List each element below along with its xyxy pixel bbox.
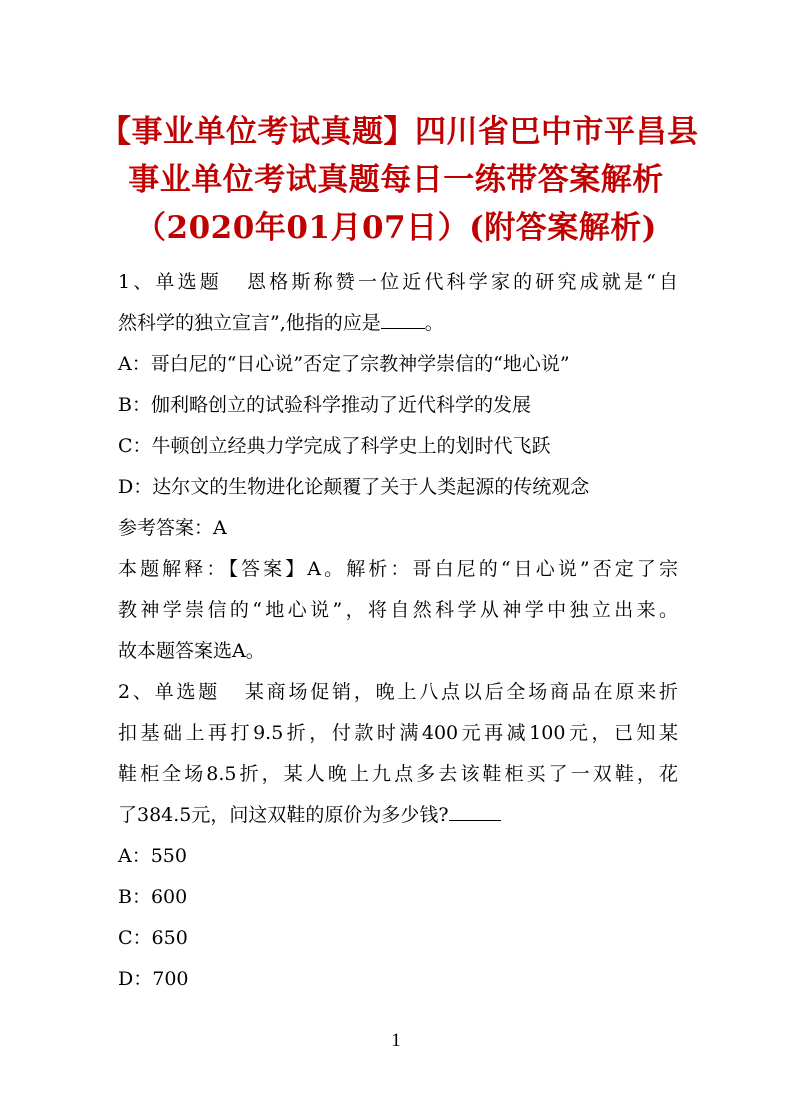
question-1-text-part-1: 恩格斯称赞一位近代科学家的研究成就是“自: [243, 271, 679, 293]
question-2-stem-line-3: 鞋柜全场8.5折，某人晚上九点多去该鞋柜买了一双鞋，花: [118, 763, 678, 785]
question-1-text-part-2: 然科学的独立宣言”,他指的应是: [118, 312, 381, 334]
question-2-stem-line-2: 扣基础上再打9.5折，付款时满400元再减100元，已知某: [118, 722, 678, 744]
document-title: [100, 108, 699, 252]
document-body: [118, 262, 678, 1000]
question-1-explanation-line-3: 故本题答案选A。: [118, 640, 265, 662]
question-1-explanation-line-2: 教神学崇信的“地心说”，将自然科学从神学中独立出来。: [118, 599, 678, 621]
question-2-label: 2、单选题: [118, 681, 221, 703]
question-1-label: 1、单选题: [118, 271, 222, 293]
question-2-option-a: A：550: [118, 845, 187, 867]
question-2-option-d: D：700: [118, 968, 189, 990]
question-1-text-end: 。: [424, 312, 444, 334]
question-1-option-a: A：哥白尼的“日心说”否定了宗教神学崇信的“地心说”: [118, 353, 570, 375]
question-2-stem-line-4: [118, 795, 678, 836]
question-2-text-part-4: 了384.5元，问这双鞋的原价为多少钱?: [118, 804, 449, 826]
page-number: 1: [391, 1030, 401, 1051]
question-2-stem-line-1: [118, 672, 678, 713]
question-1-answer: 参考答案：A: [118, 517, 227, 539]
question-1-stem-line-2: [118, 303, 678, 344]
answer-blank: [449, 804, 501, 821]
question-2-option-b: B：600: [118, 886, 188, 908]
title-line-3: （2020年01月07日）(附答案解析): [135, 210, 657, 246]
question-1-option-d: D：达尔文的生物进化论颠覆了关于人类起源的传统观念: [118, 476, 590, 498]
question-1-explanation-line-1: 本题解释：【答案】A。解析：哥白尼的“日心说”否定了宗: [118, 558, 678, 580]
question-1-option-b: B：伽利略创立的试验科学推动了近代科学的发展: [118, 394, 531, 416]
title-line-1: 【事业单位考试真题】四川省巴中市平昌县: [100, 114, 699, 150]
question-2-option-c: C：650: [118, 927, 188, 949]
question-1-option-c: C：牛顿创立经典力学完成了科学史上的划时代飞跃: [118, 435, 551, 457]
answer-blank: [381, 312, 425, 329]
question-1-stem-line-1: [118, 262, 678, 303]
question-2-text-part-1: 某商场促销，晚上八点以后全场商品在原来折: [242, 681, 678, 703]
title-line-2: 事业单位考试真题每日一练带答案解析: [128, 162, 664, 198]
